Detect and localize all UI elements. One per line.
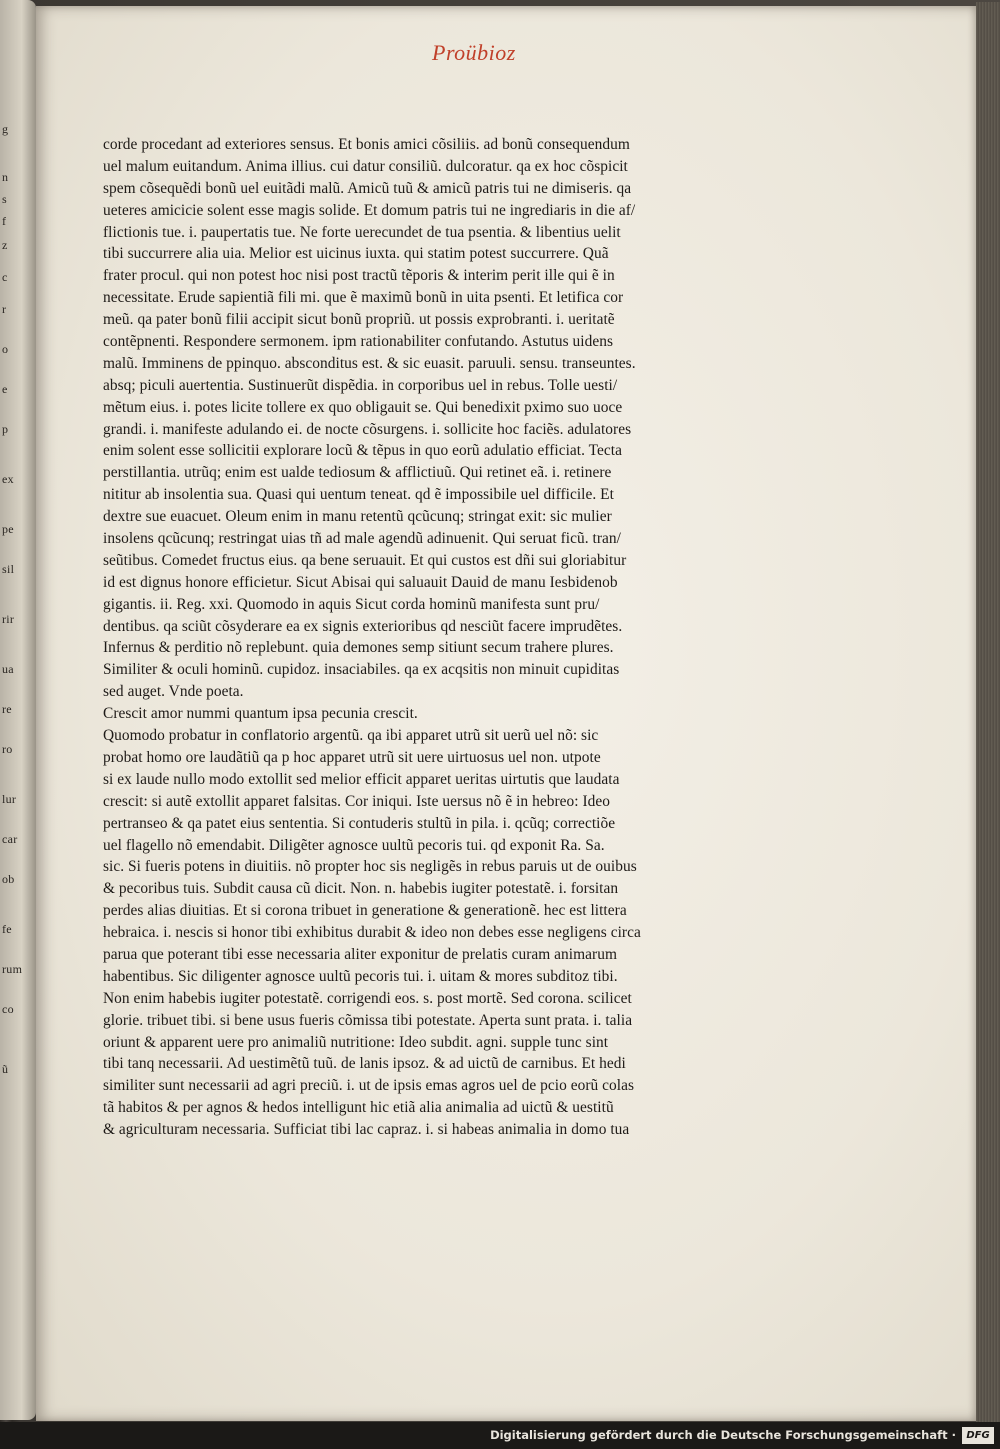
text-line: similiter sunt necessarii ad agri preciũ. i. ut de ipsis emas agros uel de pcio eorũ colas [103,1077,635,1095]
prev-page-fragment: rum [2,962,23,976]
text-line: gigantis. ii. Reg. xxi. Quomodo in aquis Sicut corda hominũ manifesta sunt pru/ [103,595,600,613]
prev-page-fragment: s [2,192,7,206]
text-line: spem cõsequẽdi bonũ uel euitãdi malũ. Amicũ tuũ & amicũ patris tui ne dimiseris. qa [103,179,632,197]
text-line: seũtibus. Comedet fructus eius. qa bene seruauit. Et qui custos est dñi sui gloriabitur [103,551,627,569]
prev-page-fragment: co [2,1002,14,1016]
text-line: necessitate. Erude sapientiã fili mi. que ẽ maximũ bonũ in uita psenti. Et letifica cor [103,289,624,307]
prev-page-fragment: ob [2,872,15,886]
text-line: ueteres amicicie solent esse magis solide. Et domum patris tui ne ingrediaris in die af/ [103,201,636,219]
text-line: & pecoribus tuis. Subdit causa cũ dicit. Non. n. habebis iugiter potestatẽ. i. forsitan [103,880,619,898]
funding-notice: Digitalisierung gefördert durch die Deutsche Forschungsgemeinschaft · [490,1428,956,1442]
text-line: contẽpnenti. Respondere sermonem. ipm rationabiliter confutando. Astutus uidens [103,333,614,351]
prev-page-fragment: g [2,122,9,136]
text-line: & agriculturam necessaria. Sufficiat tibi lac capraz. i. si habeas animalia in domo tua [103,1121,630,1139]
text-line: Crescit amor nummi quantum ipsa pecunia crescit. [103,703,723,725]
text-line: uel malum euitandum. Anima illius. cui datur consiliũ. dulcoratur. qa ex hoc cõspicit [103,157,628,175]
text-line: tã habitos & per agnos & hedos intelligunt hic etiã alia animalia ad uictũ & uestitũ [103,1099,614,1117]
prev-page-fragment: f [2,214,7,228]
prev-page-fragment: ũ [2,1062,9,1076]
prev-page-fragment: sil [2,562,15,576]
prev-page-fragment: e [2,382,8,396]
text-line: Non enim habebis iugiter potestatẽ. corrigendi eos. s. post mortẽ. Sed corona. scilicet [103,989,632,1007]
prev-page-fragment: ex [2,472,14,486]
text-line: Infernus & perditio nõ replebunt. quia demones semp sitiunt secum trahere plures. [103,639,614,657]
text-line: pertranseo & qa patet eius sententia. Si contuderis stultũ in pila. i. qcũq; correctiõe [103,814,616,832]
text-line: perstillantia. utrũq; enim est ualde tediosum & afflictiuũ. Qui retinet eã. i. retinere [103,464,612,482]
text-line: oriunt & apparent uere pro animaliũ nutritione: Ideo subdit. agni. supple tunc sint [103,1033,609,1051]
footer-bar [0,1422,1000,1449]
prev-page-fragment: r [2,302,7,316]
text-line: tibi succurrere alia uia. Melior est uicinus iuxta. qui statim potest succurrere. Quã [103,245,609,263]
previous-page-edge [0,0,36,1420]
text-line: mẽtum eius. i. potes licite tollere ex quo obligauit se. Qui benedixit pximo suo uoce [103,398,623,416]
prev-page-fragment: lur [2,792,17,806]
text-line: hebraica. i. nescis si honor tibi exhibitus durabit & ideo non debes esse negligens circa [103,924,641,942]
text-line: sic. Si fueris potens in diuitiis. nõ propter hoc sis negligẽs in rebus paruis ut de ouibus [103,858,637,876]
running-head: Proübioz [432,40,516,65]
text-line: crescit: si autẽ extollit apparet falsitas. Cor iniqui. Iste uersus nõ ẽ in hebreo: Ideo [103,792,611,810]
prev-page-fragment: n [2,170,9,184]
prev-page-fragment: z [2,238,8,252]
text-line: nititur ab insolentia sua. Quasi qui uentum teneat. qd ẽ impossibile uel difficile. Et [103,486,614,504]
text-line: malũ. Imminens de ppinquo. absconditus est. & sic euasit. paruuli. sensu. transeuntes. [103,354,636,372]
text-line: dentibus. qa sciũt cõsyderare ea ex signis exterioribus qd nesciũt facere imprudẽtes. [103,617,623,635]
text-line: Similiter & oculi hominũ. cupidoz. insaciabiles. qa ex acqsitis non minuit cupiditas [103,661,620,679]
dfg-logo: DFG [962,1427,994,1444]
text-line: corde procedant ad exteriores sensus. Et bonis amici cõsiliis. ad bonũ consequendum [103,136,630,153]
prev-page-fragment: ua [2,662,14,676]
prev-page-fragment: o [2,342,9,356]
book-fore-edge [976,2,1000,1422]
text-line: frater procul. qui non potest hoc nisi post tractũ tẽporis & interim perit ille qui ẽ in [103,267,615,285]
text-line: enim solent esse sollicitii explorare locũ & tẽpus in quo eorũ adulatio efficiat. Tecta [103,442,622,460]
prev-page-fragment: c [2,270,8,284]
prev-page-fragment: rir [2,612,15,626]
text-line: flictionis tue. i. paupertatis tue. Ne forte uerecundet de tua psentia. & libentius uelit [103,223,621,241]
prev-page-fragment: re [2,702,12,716]
prev-page-fragment: ro [2,742,13,756]
text-line: parua que poterant tibi esse necessaria aliter exponitur de prelatis curam animarum [103,945,617,963]
text-line: Quomodo probatur in conflatorio argentũ. qa ibi apparet utrũ sit uerũ uel nõ: sic [103,725,723,747]
text-line: uel flagello nõ emendabit. Diligẽter agnosce uultũ pecoris tui. qd exponit Ra. Sa. [103,836,605,854]
text-line: insolens qcũcunq; restringat uias tñ ad male agendũ adinuenit. Qui seruat ficũ. tran/ [103,530,621,548]
prev-page-fragment: car [2,832,18,846]
text-line: dextre sue euacuet. Oleum enim in manu retentũ qcũcunq; stringat exit: sic mulier [103,508,612,526]
text-line: absq; piculi auertentia. Sustinuerũt dispẽdia. in corporibus uel in rebus. Tolle uesti/ [103,376,618,394]
text-line: meũ. qa pater bonũ filii accipit sicut bonũ propriũ. ut possis exprobranti. i. ueritatẽ [103,311,615,329]
text-line: grandi. i. manifeste adulando ei. de nocte cõsurgens. i. sollicite hoc faciẽs. adulatores [103,420,632,438]
prev-page-fragment: pe [2,522,14,536]
prev-page-fragment: p [2,422,9,436]
text-line: sed auget. Vnde poeta. [103,683,244,701]
prev-page-fragment: fe [2,922,12,936]
text-line: si ex laude nullo modo extollit sed melior efficit apparet ueritas uirtutis que laudata [103,770,620,788]
text-line: habentibus. Sic diligenter agnosce uultũ pecoris tui. i. uitam & mores subditoz tibi. [103,967,618,985]
text-line: probat homo ore laudãtiũ qa p hoc apparet utrũ sit uere uirtuosus uel non. utpote [103,748,601,766]
text-line: perdes alias diuitias. Et si corona tribuet in generatione & generationẽ. hec est littera [103,902,627,920]
text-line: glorie. tribuet tibi. si bene usus fueris cõmissa tibi potestate. Aperta sunt prata. i. talia [103,1011,633,1029]
text-line: tibi tanq necessarii. Ad uestimẽtũ tuũ. de lanis ipsoz. & ad uictũ de carnibus. Et hedi [103,1055,626,1073]
text-column [103,134,723,1141]
text-line: id est dignus honore efficietur. Sicut Abisai qui saluauit Dauid de manu Iesbidenob [103,573,618,591]
